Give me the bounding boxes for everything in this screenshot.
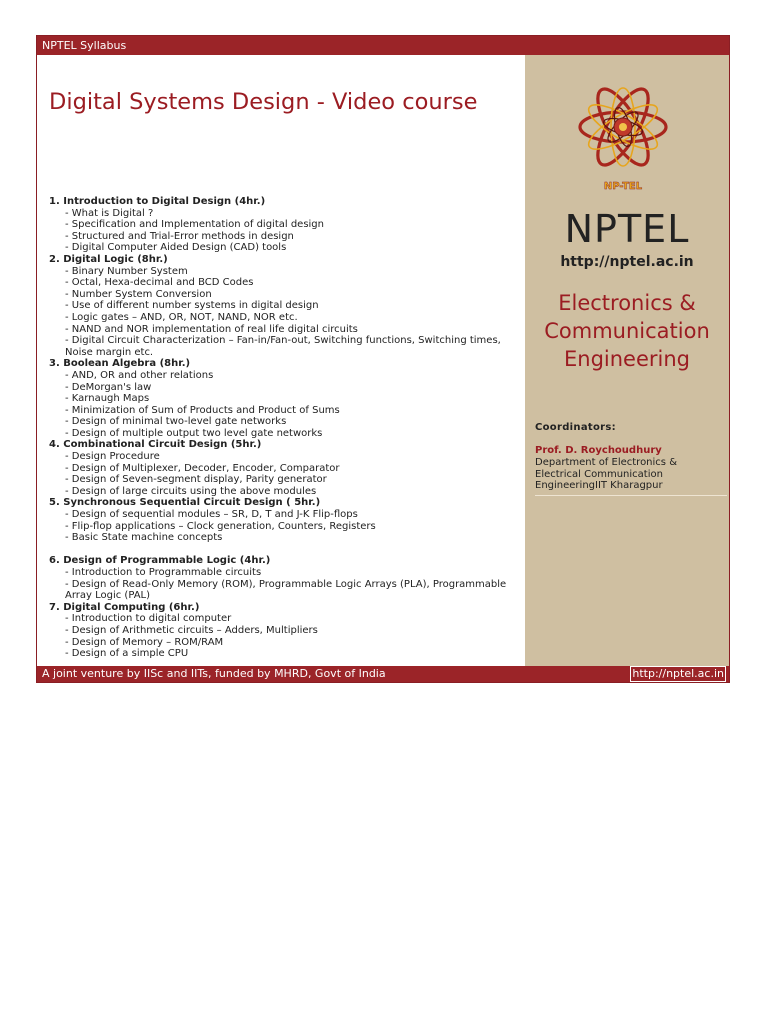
logo-text: NP-TEL (603, 181, 643, 192)
coordinator-name: Prof. D. Roychoudhury (535, 445, 662, 456)
syllabus-topic: - Specification and Implementation of digital design (65, 219, 324, 231)
section-title: 7. Digital Computing (6hr.) (49, 601, 200, 613)
syllabus-topic: - Design of large circuits using the above modules (65, 485, 317, 497)
syllabus-topic: - Logic gates – AND, OR, NOT, NAND, NOR etc. (65, 311, 298, 323)
header-label: NPTEL Syllabus (42, 39, 127, 52)
header-bar (37, 36, 729, 55)
syllabus-topic: - Design Procedure (65, 451, 160, 463)
coordinators-label: Coordinators: (535, 422, 616, 433)
slide-frame (36, 35, 730, 683)
footer-link[interactable]: http://nptel.ac.in (632, 667, 724, 680)
syllabus-topic: - AND, OR and other relations (65, 369, 214, 381)
footer-text: A joint venture by IISc and IITs, funded by MHRD, Govt of India (42, 667, 386, 680)
syllabus-topic: - Basic State machine concepts (65, 532, 223, 544)
syllabus-topic: - Design of Seven-segment display, Parity generator (65, 474, 327, 486)
department-name (525, 289, 729, 373)
syllabus-topic: - Introduction to Programmable circuits (65, 567, 262, 578)
syllabus-topic: - Introduction to digital computer (65, 613, 232, 625)
section-title: 3. Boolean Algebra (8hr.) (49, 358, 191, 370)
syllabus-topic: - NAND and NOR implementation of real life digital circuits (65, 323, 358, 335)
syllabus-topic: - What is Digital ? (65, 207, 154, 219)
syllabus-topic: - Binary Number System (65, 265, 188, 277)
department-line: Engineering (564, 347, 690, 371)
syllabus-topic: - Design of a simple CPU (65, 648, 189, 660)
syllabus-topic: - Design of Arithmetic circuits – Adders, Multipliers (65, 624, 318, 636)
section-title: 2. Digital Logic (8hr.) (49, 253, 168, 265)
coordinator-affiliation: Department of Electronics & Electrical Communication EngineeringIIT Kharagpur (535, 457, 677, 492)
syllabus-topic: - Use of different number systems in digital design (65, 300, 319, 312)
syllabus-topic: - Number System Conversion (65, 288, 212, 300)
syllabus-topic: - Design of sequential modules – SR, D, T and J-K Flip-flops (65, 509, 358, 521)
page-title: Digital Systems Design - Video course (49, 89, 478, 115)
section-title: 6. Design of Programmable Logic (4hr.) (49, 555, 271, 567)
syllabus-topic: - Design of Multiplexer, Decoder, Encoder, Comparator (65, 462, 340, 474)
syllabus-topic: - Octal, Hexa-decimal and BCD Codes (65, 277, 254, 289)
divider (535, 495, 727, 496)
section-title: 4. Combinational Circuit Design (5hr.) (49, 439, 262, 451)
syllabus-topic: - DeMorgan's law (65, 381, 152, 393)
syllabus-topic: - Minimization of Sum of Products and Product of Sums (65, 404, 340, 416)
nptel-logo-icon (575, 79, 671, 193)
syllabus-topic: - Design of minimal two-level gate networks (65, 416, 287, 428)
syllabus-topic: - Digital Circuit Characterization – Fan-in/Fan-out, Switching functions, Switching times, Noise margin etc. (65, 335, 501, 358)
department-line: Communication (544, 319, 710, 343)
syllabus-topic: - Flip-flop applications – Clock generation, Counters, Registers (65, 520, 376, 532)
syllabus-topic: - Digital Computer Aided Design (CAD) tools (65, 242, 287, 254)
footer-bar (37, 666, 729, 682)
section-title: 1. Introduction to Digital Design (4hr.) (49, 196, 266, 207)
sidebar (525, 55, 729, 666)
syllabus-topic: - Design of Memory – ROM/RAM (65, 636, 224, 648)
department-line: Electronics & (558, 291, 696, 315)
brand-url[interactable]: http://nptel.ac.in (560, 254, 694, 270)
syllabus-topic: - Structured and Trial-Error methods in design (65, 230, 294, 242)
syllabus-topic: - Design of Read-Only Memory (ROM), Programmable Logic Arrays (PLA), Programmable Array Logic (PAL) (65, 578, 507, 602)
brand-name: NPTEL (564, 207, 690, 251)
syllabus-topic: - Design of multiple output two level gate networks (65, 427, 323, 439)
main-content (37, 55, 525, 666)
section-title: 5. Synchronous Sequential Circuit Design ( 5hr.) (49, 497, 321, 509)
syllabus-list (49, 196, 519, 660)
syllabus-topic: - Karnaugh Maps (65, 393, 150, 405)
